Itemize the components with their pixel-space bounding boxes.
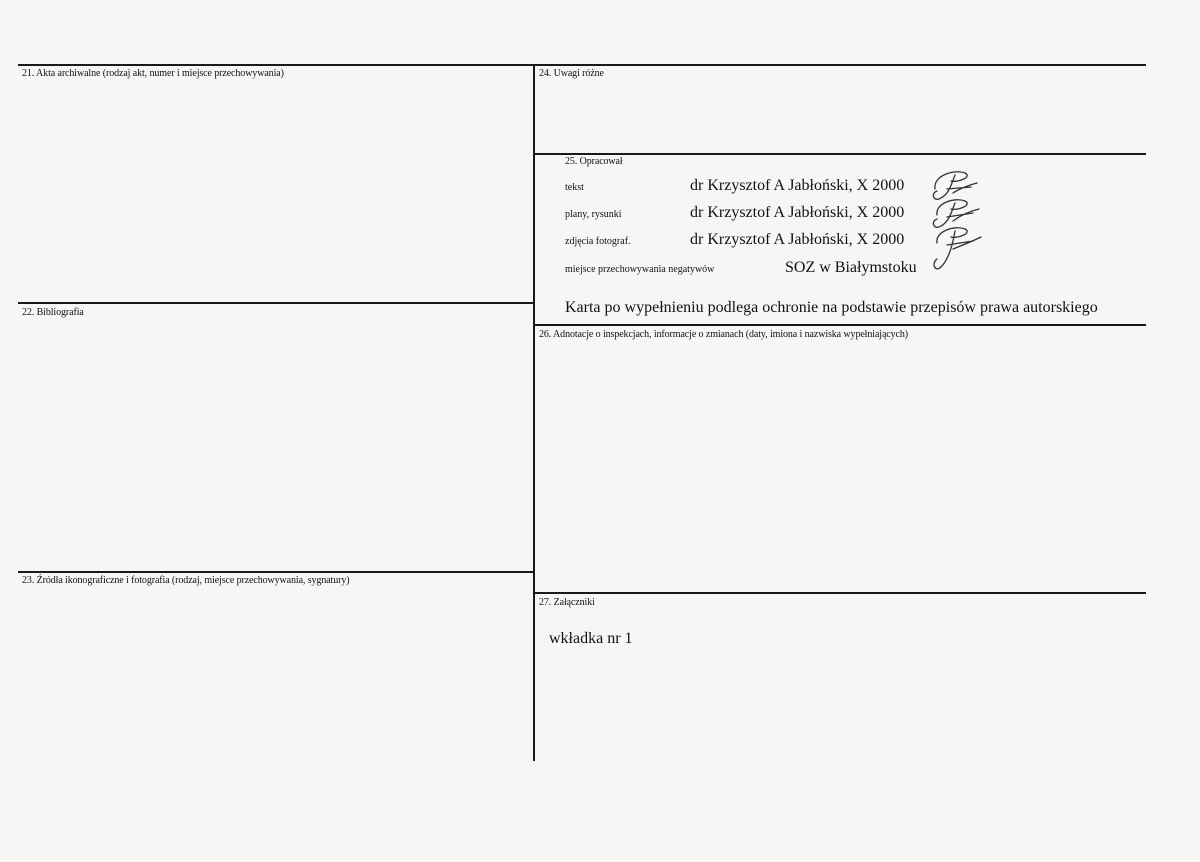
rule-top-left xyxy=(18,64,534,66)
attachments-value: wkładka nr 1 xyxy=(549,630,633,647)
row-negatywy-label: miejsce przechowywania negatywów xyxy=(565,264,715,275)
row-negatywy-value: SOZ w Białymstoku xyxy=(785,259,917,276)
rule-22 xyxy=(18,302,534,304)
row-tekst-label: tekst xyxy=(565,182,584,193)
rule-27 xyxy=(534,592,1146,594)
rule-25 xyxy=(534,153,1146,155)
rule-top-right xyxy=(534,64,1146,66)
row-zdjecia-value: dr Krzysztof A Jabłoński, X 2000 xyxy=(690,231,905,248)
section-22-label: 22. Bibliografia xyxy=(22,307,84,318)
copyright-note: Karta po wypełnieniu podlega ochronie na podstawie przepisów prawa autorskiego xyxy=(565,299,1098,316)
row-plany-label: plany, rysunki xyxy=(565,209,622,220)
section-25-label: 25. Opracował xyxy=(565,156,623,167)
section-26-label: 26. Adnotacje o inspekcjach, informacje o zmianach (daty, imiona i nazwiska wypełniających) xyxy=(539,329,909,340)
row-plany-value: dr Krzysztof A Jabłoński, X 2000 xyxy=(690,204,905,221)
section-23-label: 23. Źródła ikonograficzne i fotografia (rodzaj, miejsce przechowywania, sygnatury) xyxy=(22,575,350,586)
rule-26 xyxy=(534,324,1146,326)
section-24-label: 24. Uwagi różne xyxy=(539,68,604,79)
section-27-label: 27. Załączniki xyxy=(539,597,595,608)
row-zdjecia-label: zdjęcia fotograf. xyxy=(565,236,631,247)
signature-mark xyxy=(925,163,989,275)
section-21-label: 21. Akta archiwalne (rodzaj akt, numer i miejsce przechowywania) xyxy=(22,68,284,79)
row-tekst-value: dr Krzysztof A Jabłoński, X 2000 xyxy=(690,177,905,194)
rule-23 xyxy=(18,571,534,573)
center-divider xyxy=(533,64,535,761)
